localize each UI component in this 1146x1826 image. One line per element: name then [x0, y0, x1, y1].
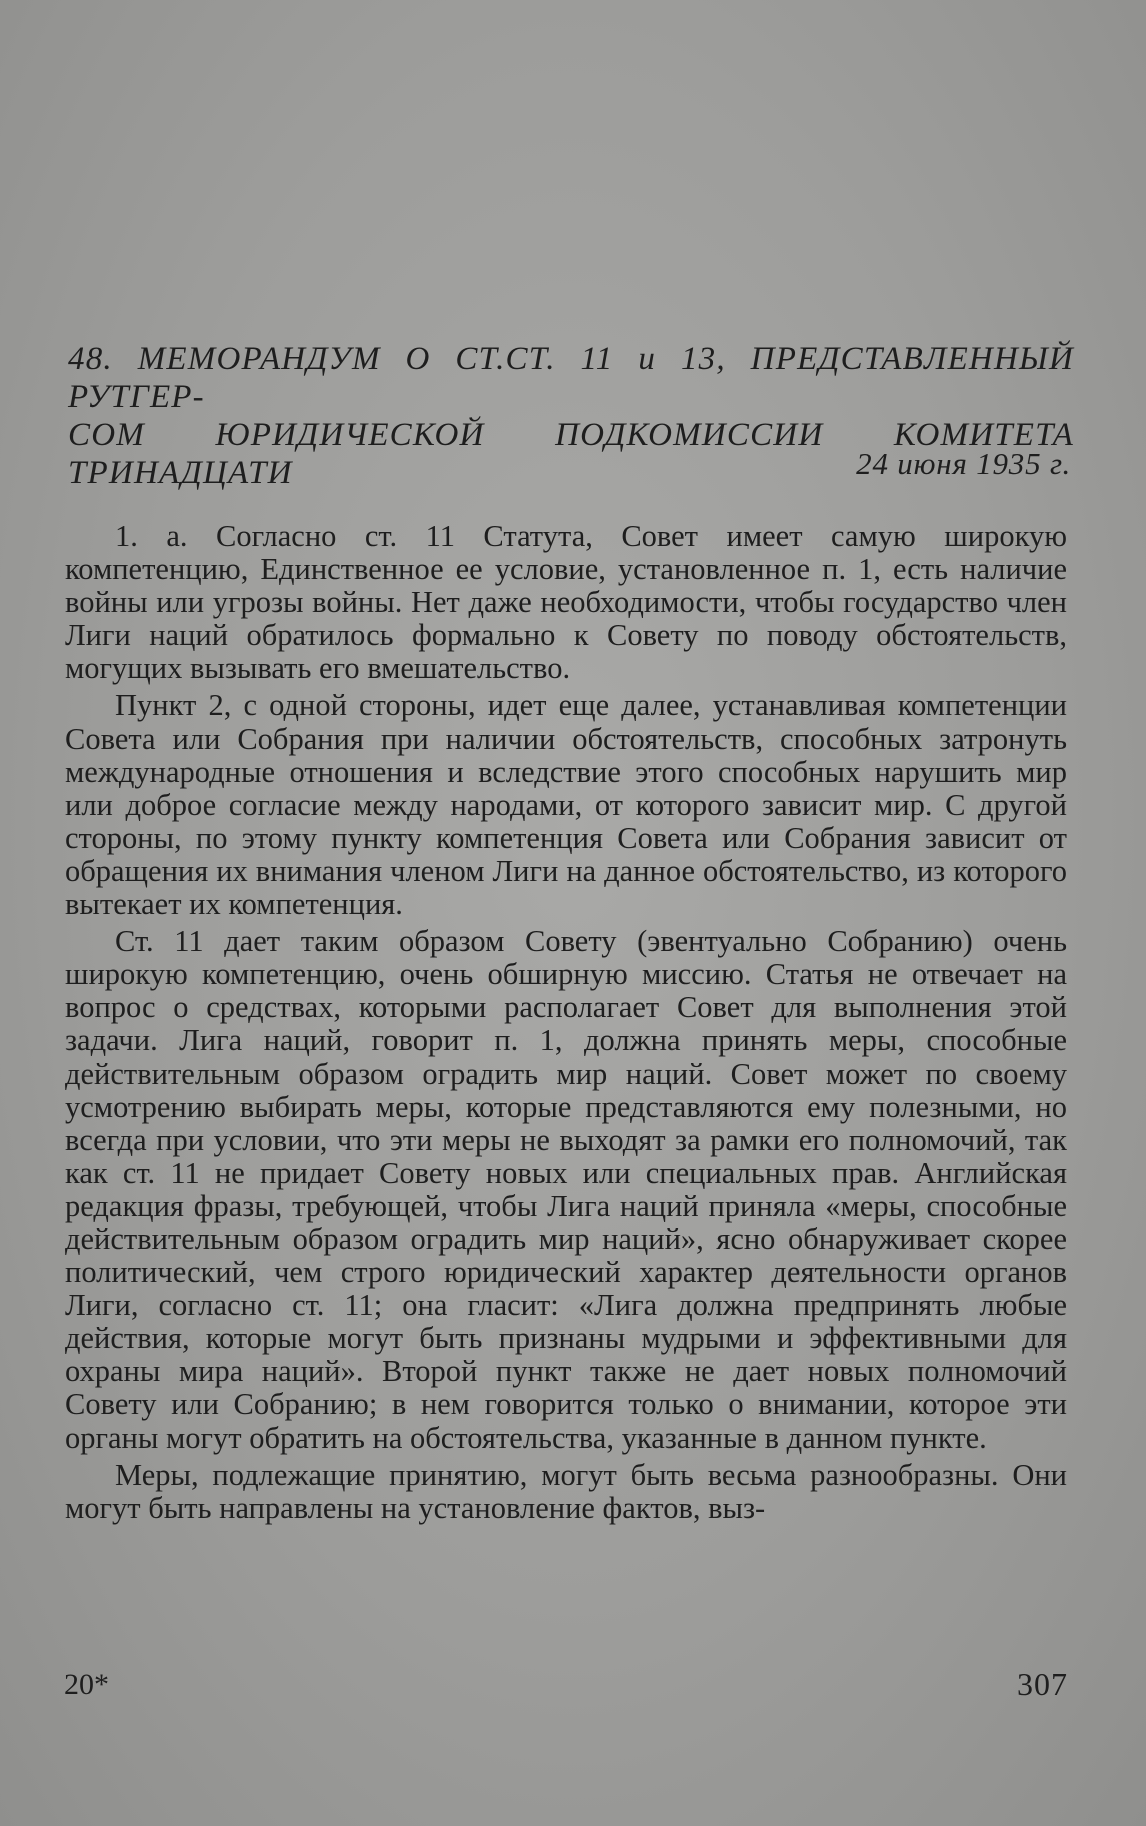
paragraph-1: 1. а. Согласно ст. 11 Статута, Совет имеет самую широкую компетенцию, Единственное ее условие, установленное п. 1, есть наличие войны или угрозы войны. Нет даже необходимости, чтобы государство член Лиги наций обратилось формально к Совету по поводу обстоятельств, могущих вызывать его вмешательство. [65, 519, 1067, 686]
paragraph-2: Пункт 2, с одной стороны, идет еще далее, устанавливая компетенции Совета или Собрания при наличии обстоятельств, способных затронуть международные отношения и вследствие этого способных нарушить мир или доброе согласие между народами, от которого зависит мир. С другой стороны, по этому пункту компетенция Совета или Собрания зависит от обращения их внимания членом Лиги на данное обстоятельство, из которого вытекает их компетенция. [65, 688, 1067, 922]
document-date: 24 июня 1935 г. [856, 446, 1071, 481]
paragraph-3: Ст. 11 дает таким образом Совету (эвентуально Собранию) очень широкую компетенцию, очень обширную миссию. Статья не отвечает на вопрос о средствах, которыми располагает Совет для выполнения этой задачи. Лига наций, говорит п. 1, должна принять меры, способные действительным образом оградить мир наций. Совет может по своему усмотрению выбирать меры, которые представляются ему полезными, но всегда при условии, что эти меры не выходят за рамки его полномочий, так как ст. 11 не придает Совету новых или специальных прав. Английская редакция фразы, требующей, чтобы Лига наций приняла «меры, способные действительным образом оградить мир наций», ясно обнаруживает скорее политический, чем строго юридический характер деятельности органов Лиги, согласно ст. 11; она гласит: «Лига должна предпринять любые действия, которые могут быть признаны мудрыми и эффективными для охраны мира наций». Второй пункт также не дает новых полномочий Совету или Собранию; в нем говорится только о внимании, которое эти органы могут обратить на обстоятельства, указанные в данном пункте. [65, 924, 1067, 1455]
title-line-2: СОМ ЮРИДИЧЕСКОЙ ПОДКОМИССИИ КОМИТЕТА ТРИНАДЦАТИ [68, 417, 1074, 491]
paragraph-4: Меры, подлежащие принятию, могут быть весьма разнообразны. Они могут быть направлены на установление фактов, выз- [65, 1457, 1067, 1525]
page-number: 307 [1017, 1666, 1068, 1702]
title-line-1: 48. МЕМОРАНДУМ О СТ.СТ. 11 и 13, ПРЕДСТАВЛЕННЫЙ РУТГЕР- [68, 341, 1074, 415]
body-text [65, 520, 1067, 1525]
signature-mark: 20* [64, 1668, 109, 1701]
